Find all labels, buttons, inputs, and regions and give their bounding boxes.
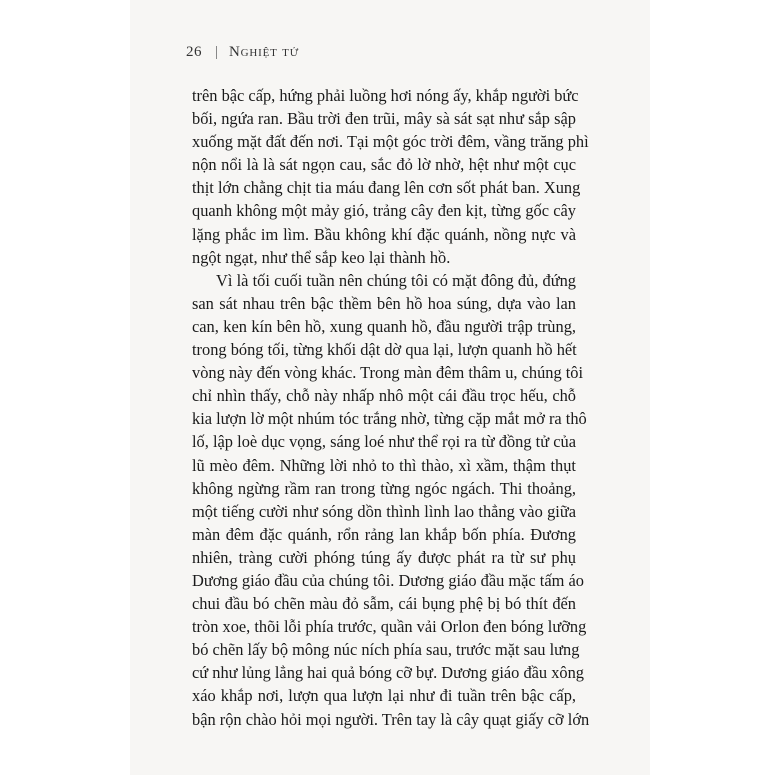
text-line: xuống mặt đất đến nơi. Tại một góc trời đêm, vầng trăng phì: [192, 132, 589, 152]
paragraph: [192, 269, 590, 731]
text-line: bối, ngứa ran. Bầu trời đen trũi, mây sà sát sạt như sắp sập: [192, 109, 576, 129]
text-line: không ngừng rầm ran trong từng ngóc ngách. Thi thoảng,: [192, 478, 576, 498]
text-line: Vì là tối cuối tuần nên chúng tôi có mặt đông đủ, đứng: [216, 270, 576, 290]
text-line: xáo khắp nơi, lượn qua lượn lại như đi tuần trên bậc cấp,: [192, 686, 576, 706]
text-line: kia lượn lờ một nhúm tóc trắng nhờ, từng cặp mắt mở ra thô: [192, 409, 587, 429]
text-line: chui đầu bó chẽn màu đỏ sẫm, cái bụng phệ bị bó thít đến: [192, 594, 576, 614]
text-line: quanh không một mảy gió, trảng cây đen kịt, từng gốc cây: [192, 201, 576, 221]
text-line: lặng phắc im lìm. Bầu không khí đặc quánh, nồng nực và: [192, 224, 576, 244]
text-line: trên bậc cấp, hứng phải luồng hơi nóng ấy, khắp người bức: [192, 86, 579, 105]
text-line: lũ mèo đêm. Những lời nhỏ to thì thào, xì xầm, thậm thụt: [192, 455, 576, 475]
text-line: nhiên, tràng cười phóng túng ấy được phát ra từ sư phụ: [192, 547, 576, 567]
text-line: lố, lập loè dục vọng, sáng loé như thể rọi ra từ đồng tử của: [192, 432, 576, 452]
text-line: ngột ngạt, như thể sắp keo lại thành hồ.: [192, 247, 451, 267]
text-line: bận rộn chào hỏi mọi người. Trên tay là cây quạt giấy cỡ lớn: [192, 709, 590, 729]
text-line: can, ken kín bên hồ, xung quanh hồ, đầu người trập trùng,: [192, 316, 576, 336]
text-line: thịt lớn chằng chịt tia máu đang lên cơn sốt phát ban. Xung: [192, 178, 581, 198]
text-line: trong bóng tối, từng khối dật dờ qua lại, lượn quanh hồ hết: [192, 340, 577, 360]
text-line: san sát nhau trên bậc thềm bên hồ hoa súng, dựa vào lan: [192, 293, 576, 313]
body-text: [192, 84, 590, 731]
paragraph: [192, 84, 589, 269]
text-line: bó chẽn lấy bộ mông núc ních phía sau, trước mặt sau lưng: [192, 640, 580, 660]
page-number: 26: [186, 43, 202, 60]
text-line: Dương giáo đầu của chúng tôi. Dương giáo đầu mặc tấm áo: [192, 570, 584, 590]
header-divider: [216, 46, 217, 59]
text-line: tròn xoe, thõi lỗi phía trước, quần vải Orlon đen bóng lưỡng: [192, 617, 587, 637]
text-line: màn đêm đặc quánh, rổn rảng lan khắp bốn phía. Đương: [192, 524, 576, 544]
book-title: Nghiệt tử: [229, 43, 300, 60]
text-line: cứ như lủng lẳng hai quả bóng cỡ bự. Dương giáo đầu xông: [192, 663, 584, 683]
text-line: một tiếng cười như sóng dồn thình lình lao thẳng vào giữa: [192, 501, 576, 521]
text-line: nộn nổi là là sát ngọn cau, sắc đỏ lờ nhờ, hệt như một cục: [192, 155, 576, 175]
text-line: vòng này đến vòng khác. Trong màn đêm thâm u, chúng tôi: [192, 363, 584, 383]
running-header: [186, 42, 299, 62]
text-line: chỉ nhìn thấy, chỗ này nhấp nhô một cái đầu trọc hếu, chỗ: [192, 386, 576, 406]
